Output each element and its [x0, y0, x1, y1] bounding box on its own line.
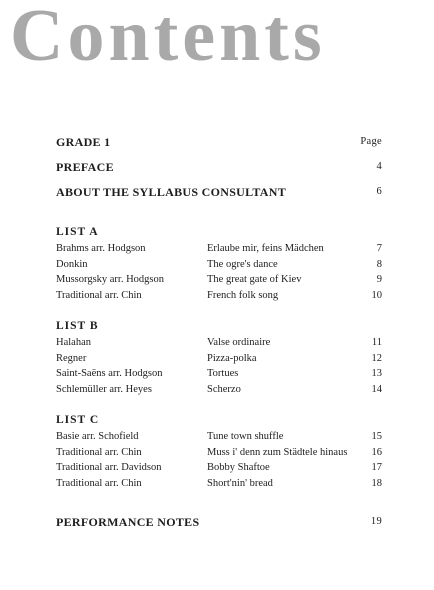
list-item[interactable]: [56, 241, 382, 257]
list-b-heading: LIST B: [56, 320, 99, 332]
page-number: 17: [371, 462, 382, 473]
preface-page: 4: [376, 161, 382, 172]
list-item[interactable]: [56, 366, 382, 382]
list-a-heading: LIST A: [56, 226, 99, 238]
grade-label: GRADE 1: [56, 135, 111, 149]
list-item[interactable]: [56, 460, 382, 476]
list-c-heading: LIST C: [56, 414, 100, 426]
list-item[interactable]: [56, 382, 382, 398]
toc-entry-preface[interactable]: [56, 158, 382, 176]
piece-title: The great gate of Kiev: [207, 274, 302, 285]
page-title: Contents: [10, 0, 326, 77]
piece-title: French folk song: [207, 289, 279, 301]
page-number: 10: [371, 289, 382, 301]
performance-notes-label: PERFORMANCE NOTES: [56, 515, 200, 529]
consultant-page: 6: [376, 186, 382, 197]
toc-entry-consultant[interactable]: [56, 183, 382, 201]
page-number: 18: [371, 477, 382, 489]
list-item[interactable]: [56, 429, 382, 445]
consultant-label: ABOUT THE SYLLABUS CONSULTANT: [56, 185, 286, 199]
composer: Schlemüller arr. Heyes: [56, 383, 152, 395]
page-number: 9: [376, 274, 382, 285]
composer: Traditional arr. Chin: [56, 446, 142, 458]
list-item[interactable]: [56, 272, 382, 288]
list-a-entries: [56, 241, 382, 303]
piece-title: Valse ordinaire: [207, 337, 271, 348]
page-number: 13: [371, 368, 382, 379]
page-number: 11: [371, 337, 382, 348]
piece-title: Bobby Shaftoe: [207, 462, 270, 473]
page-number: 7: [376, 243, 382, 254]
composer: Mussorgsky arr. Hodgson: [56, 274, 165, 285]
composer: Brahms arr. Hodgson: [56, 243, 146, 254]
page-number: 15: [371, 431, 382, 442]
list-item[interactable]: [56, 288, 382, 304]
grade-heading-row: [56, 133, 382, 151]
piece-title: Pizza-polka: [207, 352, 257, 364]
composer: Saint-Saëns arr. Hodgson: [56, 368, 163, 379]
composer: Basie arr. Schofield: [56, 431, 139, 442]
composer: Halahan: [56, 337, 91, 348]
composer: Regner: [56, 352, 87, 364]
page-number: 12: [371, 352, 382, 364]
composer: Donkin: [56, 258, 88, 270]
page-number: 8: [376, 258, 382, 270]
piece-title: Scherzo: [207, 383, 241, 395]
list-b-entries: [56, 335, 382, 397]
list-item[interactable]: [56, 476, 382, 492]
piece-title: Short'nin' bread: [207, 477, 273, 489]
piece-title: The ogre's dance: [207, 258, 278, 270]
table-of-contents: [56, 133, 382, 531]
composer: Traditional arr. Chin: [56, 289, 142, 301]
list-item[interactable]: [56, 257, 382, 273]
preface-label: PREFACE: [56, 160, 114, 174]
performance-notes-page: 19: [370, 516, 382, 527]
page-number: 14: [371, 383, 382, 395]
toc-entry-performance-notes[interactable]: [56, 513, 382, 531]
list-item[interactable]: [56, 445, 382, 461]
list-item[interactable]: [56, 335, 382, 351]
piece-title: Erlaube mir, feins Mädchen: [207, 243, 324, 254]
composer: Traditional arr. Davidson: [56, 462, 162, 473]
page-number: 16: [371, 446, 382, 458]
piece-title: Tune town shuffle: [207, 431, 284, 442]
list-c-entries: [56, 429, 382, 491]
composer: Traditional arr. Chin: [56, 477, 142, 489]
piece-title: Tortues: [207, 368, 239, 379]
piece-title: Muss i' denn zum Städtele hinaus: [207, 446, 348, 458]
list-item[interactable]: [56, 351, 382, 367]
page-column-header: Page: [360, 136, 382, 147]
